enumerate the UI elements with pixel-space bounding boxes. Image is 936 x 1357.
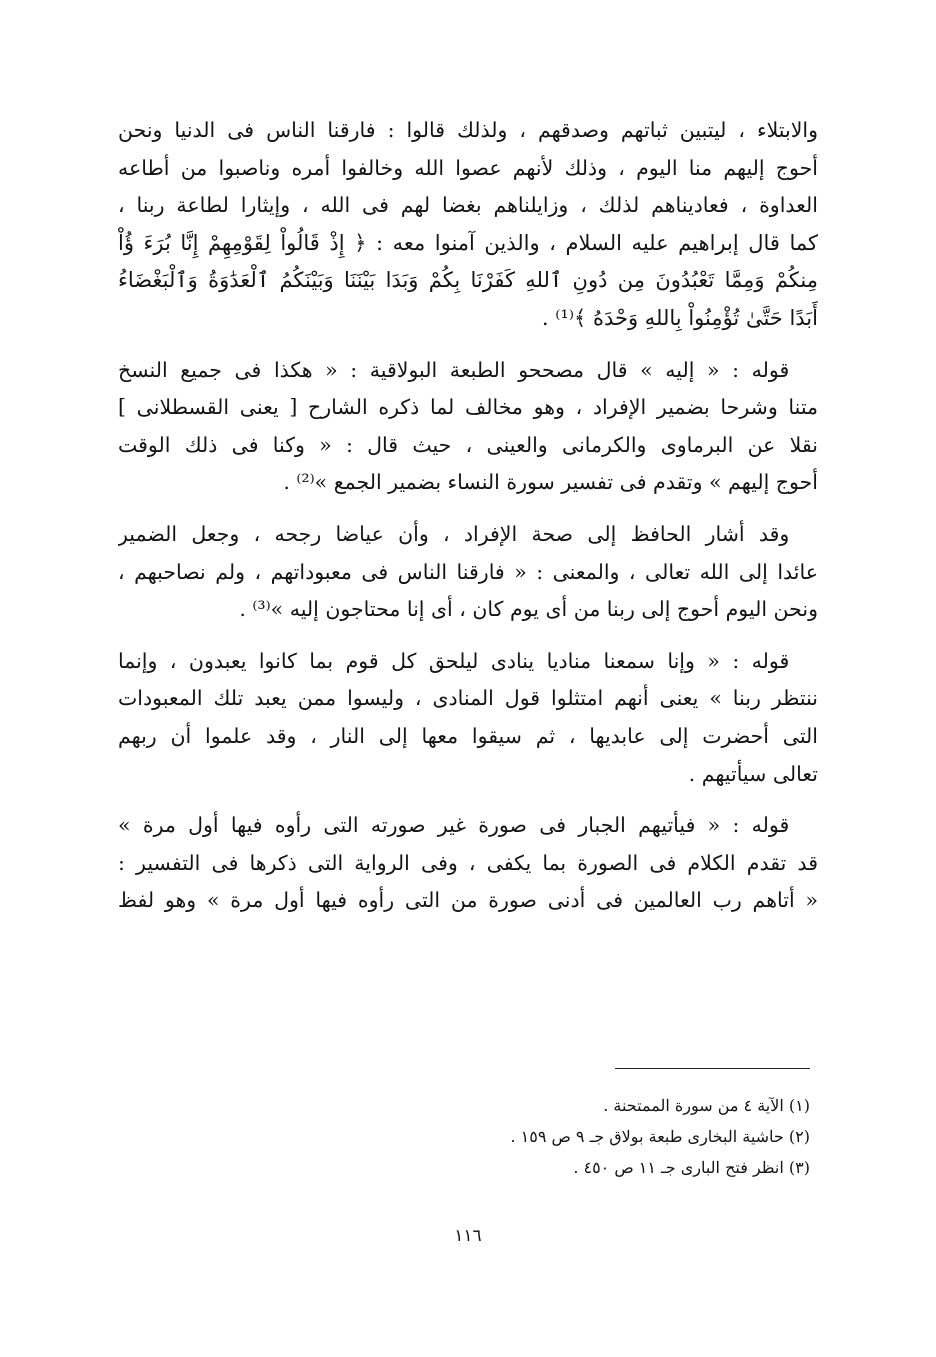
- paragraph-5: [118, 807, 818, 920]
- quran-verse-line: كما قال إبراهيم عليه السلام ، والذين آمنوا معه : ﴿ إِذْ قَالُواْ لِقَوْمِهِمْ إِنَّا بُرَءَ ؤُاْ: [118, 230, 818, 255]
- text-line: التى أحضرت إلى عابديها ، ثم سيقوا معها إلى النار ، وقد علموا أن ربهم: [118, 723, 818, 748]
- quran-verse-line: أَبَدًا حَتَّىٰ تُؤْمِنُواْ بِاللهِ وَحْدَهُ ﴾⁽¹⁾ .: [541, 305, 818, 330]
- text-line: قوله : « وإنا سمعنا مناديا ينادى ليلحق كل قوم بما كانوا يعبدون ، وإنما: [118, 648, 790, 673]
- text-line: ونحن اليوم أحوج إلى ربنا من أى يوم كان ، أى إنا محتاجون إليه »⁽³⁾ .: [239, 597, 818, 622]
- text-line: قوله : « فيأتيهم الجبار فى صورة غير صورته التى رأوه فيها أول مرة »: [118, 813, 790, 838]
- text-line: والابتلاء ، ليتبين ثباتهم وصدقهم ، ولذلك قالوا : فارقنا الناس فى الدنيا ونحن: [118, 118, 818, 142]
- quran-verse-line: مِنكُمْ وَمِمَّا تَعْبُدُونَ مِن دُونِ ٱللهِ كَفَرْنَا بِكُمْ وَبَدَا بَيْنَنَا وَبَيْنَكُمُ ٱلْعَدَٰوَةُ وَٱلْبَغْضَاءُ: [118, 268, 818, 293]
- text-line: أحوج إليهم منا اليوم ، وذلك لأنهم عصوا الله وخالفوا أمره وناصبوا من أطاعه: [118, 155, 818, 180]
- paragraph-1: [118, 112, 818, 338]
- text-line: العداوة ، فعاديناهم لذلك ، وزايلناهم بغضا لهم فى الله ، وإيثارا لطاعة ربنا ،: [118, 193, 818, 218]
- footnote-2: (٢) حاشية البخارى طبعة بولاق جـ ٩ ص ١٥٩ .: [510, 1127, 810, 1146]
- page-number: ١١٦: [454, 1226, 482, 1246]
- footnote-divider: [615, 1068, 810, 1069]
- text-line: قد تقدم الكلام فى الصورة بما يكفى ، وفى الرواية التى ذكرها فى التفسير :: [118, 850, 818, 875]
- text-line: ننتظر ربنا » يعنى أنهم امتثلوا قول المنادى ، وليسوا ممن يعبد تلك المعبودات: [118, 686, 818, 711]
- footnotes: [130, 1090, 810, 1183]
- paragraph-4: [118, 643, 818, 793]
- footnote-1: (١) الآية ٤ من سورة الممتحنة .: [603, 1096, 810, 1115]
- text-line: نقلا عن البرماوى والكرمانى والعينى ، حيث قال : « وكنا فى ذلك الوقت: [118, 432, 818, 457]
- text-line: تعالى سيأتيهم .: [688, 761, 818, 786]
- text-line: « أتاهم رب العالمين فى أدنى صورة من التى رأوه فيها أول مرة » وهو لفظ: [118, 888, 818, 913]
- text-line: وقد أشار الحافظ إلى صحة الإفراد ، وأن عياضا رجحه ، وجعل الضمير: [118, 521, 790, 546]
- text-line: عائدا إلى الله تعالى ، والمعنى : « فارقنا الناس فى معبوداتهم ، ولم نصاحبهم ،: [118, 559, 818, 584]
- paragraph-3: [118, 516, 818, 629]
- text-line: أحوج إليهم » وتقدم فى تفسير سورة النساء بضمير الجمع »⁽²⁾ .: [283, 470, 818, 495]
- text-line: متنا وشرحا بضمير الإفراد ، وهو مخالف لما ذكره الشارح [ يعنى القسطلانى ]: [118, 395, 818, 420]
- main-text: [118, 112, 818, 934]
- footnote-3: (٣) انظر فتح البارى جـ ١١ ص ٤٥٠ .: [573, 1158, 810, 1177]
- paragraph-2: [118, 352, 818, 502]
- text-line: قوله : « إليه » قال مصححو الطبعة البولاقية : « هكذا فى جميع النسخ: [118, 357, 790, 382]
